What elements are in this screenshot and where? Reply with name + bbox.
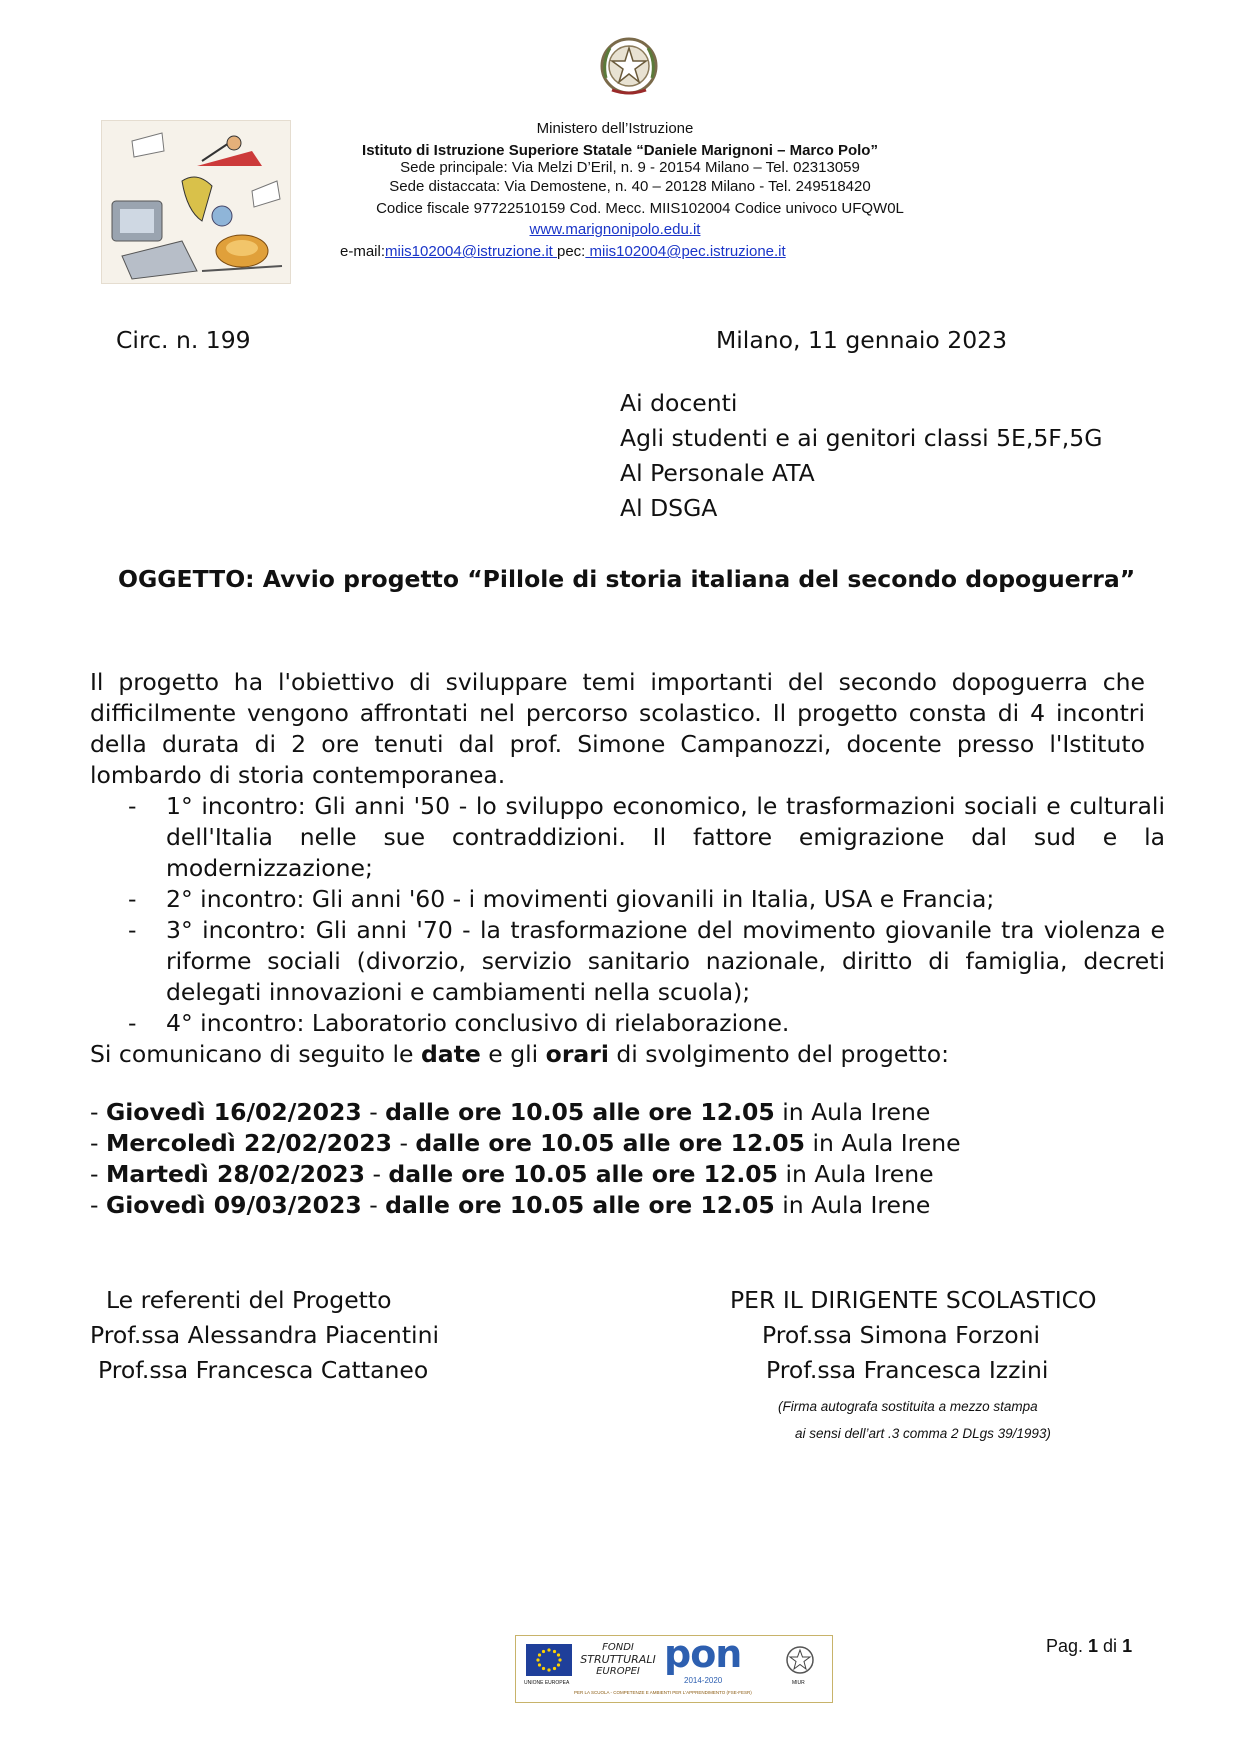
right-signature-1: Prof.ssa Simona Forzoni bbox=[762, 1321, 1041, 1349]
place-date: Milano, 11 gennaio 2023 bbox=[716, 326, 1008, 354]
pec-link[interactable]: miis102004@pec.istruzione.it bbox=[585, 243, 786, 260]
recipient: Al DSGA bbox=[620, 494, 718, 522]
signature-note-2: ai sensi dell’art .3 comma 2 DLgs 39/1993) bbox=[795, 1426, 1051, 1441]
pon-caption: PER LA SCUOLA - COMPETENZE E AMBIENTI PER L'APPRENDIMENTO (FSE-FESR) bbox=[574, 1690, 752, 1695]
miur-emblem bbox=[784, 1644, 816, 1676]
pec-label: pec: bbox=[557, 243, 586, 260]
branch-site-address: Sede distaccata: Via Demostene, n. 40 – 20128 Milano - Tel. 249518420 bbox=[389, 178, 871, 195]
schedule-row: - Mercoledì 22/02/2023 - dalle ore 10.05 alle ore 12.05 in Aula Irene bbox=[90, 1129, 961, 1157]
eu-flag bbox=[526, 1644, 572, 1676]
pon-logo: pon bbox=[664, 1632, 742, 1676]
institute-name: Istituto di Istruzione Superiore Statale “Daniele Marignoni – Marco Polo” bbox=[362, 142, 878, 159]
list-item: - 4° incontro: Laboratorio conclusivo di rielaborazione. bbox=[120, 1008, 1165, 1039]
schedule-list bbox=[90, 1097, 961, 1221]
recipients-list bbox=[620, 386, 1102, 526]
pon-banner bbox=[515, 1632, 833, 1703]
main-site-address: Sede principale: Via Melzi D’Eril, n. 9 - 20154 Milano – Tel. 02313059 bbox=[400, 159, 860, 176]
right-signature-2: Prof.ssa Francesca Izzini bbox=[766, 1356, 1049, 1384]
email-label: e-mail: bbox=[340, 243, 386, 260]
meeting-text: 1° incontro: Gli anni '50 - lo sviluppo economico, le trasformazioni sociali e culturali dell'Italia nelle sue contraddizioni. Il fattore emigrazione dal sud e la modernizzazione; bbox=[166, 792, 1165, 882]
meeting-text: 4° incontro: Laboratorio conclusivo di rielaborazione. bbox=[166, 1009, 790, 1037]
recipient: Ai docenti bbox=[620, 389, 738, 417]
republic-emblem bbox=[598, 32, 660, 100]
miur-caption: MIUR bbox=[792, 1680, 805, 1686]
school-illustration bbox=[101, 120, 291, 284]
list-item: - 2° incontro: Gli anni '60 - i movimenti giovanili in Italia, USA e Francia; bbox=[120, 884, 1165, 915]
fiscal-codes: Codice fiscale 97722510159 Cod. Mecc. MIIS102004 Codice univoco UFQW0L bbox=[376, 200, 904, 217]
left-signature-title: Le referenti del Progetto bbox=[106, 1286, 392, 1314]
recipient: Al Personale ATA bbox=[620, 459, 815, 487]
schedule-intro: Si comunicano di seguito le date e gli orari di svolgimento del progetto: bbox=[90, 1040, 950, 1068]
signature-note-1: (Firma autografa sostituita a mezzo stampa bbox=[778, 1399, 1038, 1414]
page-number: Pag. 1 di 1 bbox=[1046, 1636, 1133, 1656]
list-item: - 1° incontro: Gli anni '50 - lo sviluppo economico, le trasformazioni sociali e culturali dell'Italia nelle sue contraddizioni. Il fattore emigrazione dal sud e la modernizzazione; bbox=[128, 792, 1165, 882]
pon-years: 2014-2020 bbox=[684, 1676, 723, 1685]
website-url[interactable]: www.marignonipolo.edu.it bbox=[529, 221, 701, 238]
intro-paragraph: Il progetto ha l'obiettivo di sviluppare temi importanti del secondo dopoguerra che difficilmente vengono affrontati nel percorso scolastico. Il progetto consta di 4 incontri della durata di 2 ore tenuti dal prof. Simone Campanozzi, docente presso l'Istituto lombardo di storia contemporanea. bbox=[90, 668, 1145, 789]
eu-caption: UNIONE EUROPEA bbox=[524, 1680, 570, 1686]
meeting-text: 3° incontro: Gli anni '70 - la trasformazione del movimento giovanile tra violenza e riforme sociali (divorzio, servizio sanitario nazionale, diritto di famiglia, decreti delegati innovazioni e cambiamenti nella scuola); bbox=[166, 916, 1165, 1006]
recipient: Agli studenti e ai genitori classi 5E,5F,5G bbox=[620, 424, 1103, 452]
list-item: - 3° incontro: Gli anni '70 - la trasformazione del movimento giovanile tra violenza e riforme sociali (divorzio, servizio sanitario nazionale, diritto di famiglia, decreti delegati innovazioni e cambiamenti nella scuola); bbox=[128, 916, 1165, 1006]
ministry-name: Ministero dell’Istruzione bbox=[536, 120, 694, 137]
schedule-row: - Giovedì 09/03/2023 - dalle ore 10.05 alle ore 12.05 in Aula Irene bbox=[90, 1191, 931, 1219]
circular-number: Circ. n. 199 bbox=[116, 326, 251, 354]
left-signature-1: Prof.ssa Alessandra Piacentini bbox=[90, 1321, 439, 1349]
right-signature-title: PER IL DIRIGENTE SCOLASTICO bbox=[730, 1286, 1097, 1314]
fondi-strutturali-logo: FONDI STRUTTURALI EUROPEI bbox=[580, 1642, 656, 1677]
schedule-row: - Giovedì 16/02/2023 - dalle ore 10.05 alle ore 12.05 in Aula Irene bbox=[90, 1098, 931, 1126]
left-signature-2: Prof.ssa Francesca Cattaneo bbox=[98, 1356, 429, 1384]
website-link[interactable] bbox=[430, 219, 800, 241]
contact-emails bbox=[340, 241, 900, 263]
email-link[interactable]: miis102004@istruzione.it bbox=[385, 243, 557, 260]
meeting-text: 2° incontro: Gli anni '60 - i movimenti giovanili in Italia, USA e Francia; bbox=[166, 885, 995, 913]
subject-line: OGGETTO: Avvio progetto “Pillole di storia italiana del secondo dopoguerra” bbox=[118, 565, 1136, 593]
schedule-row: - Martedì 28/02/2023 - dalle ore 10.05 alle ore 12.05 in Aula Irene bbox=[90, 1160, 934, 1188]
